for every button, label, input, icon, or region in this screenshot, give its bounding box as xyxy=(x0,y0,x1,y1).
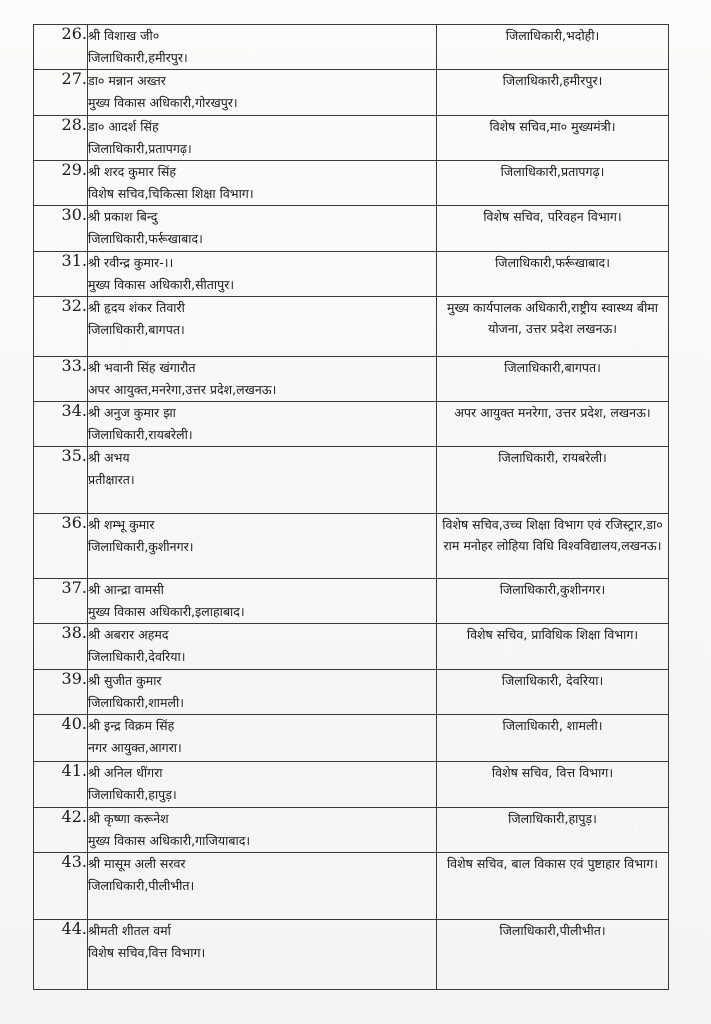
table-row xyxy=(34,116,669,161)
new-posting-cell xyxy=(437,762,669,808)
officer-cell xyxy=(88,252,437,297)
serial-number-cell xyxy=(34,579,88,624)
officer-cell xyxy=(88,853,437,920)
officer-cell xyxy=(88,25,437,70)
new-posting-cell xyxy=(437,715,669,762)
officer-cell xyxy=(88,447,437,514)
new-posting: विशेष सचिव,मा० मुख्यमंत्री। xyxy=(489,119,616,134)
new-posting-cell xyxy=(437,624,669,670)
new-posting-cell xyxy=(437,808,669,853)
transfer-table xyxy=(33,24,669,990)
officer-name: श्री प्रकाश बिन्दु xyxy=(88,209,158,224)
current-posting: जिलाधिकारी,देवरिया। xyxy=(88,649,186,664)
current-posting: जिलाधिकारी,पीलीभीत। xyxy=(88,878,195,893)
table-row xyxy=(34,670,669,715)
current-posting: मुख्य विकास अधिकारी,गाजियाबाद। xyxy=(88,833,251,848)
current-posting: जिलाधिकारी,हमीरपुर। xyxy=(88,50,188,65)
serial-number-cell xyxy=(34,808,88,853)
serial-number-cell xyxy=(34,25,88,70)
current-posting: जिलाधिकारी,शामली। xyxy=(88,695,184,710)
serial-number: 32 . xyxy=(62,297,87,316)
officer-name: श्री रवीन्द्र कुमार-।। xyxy=(88,255,174,270)
new-posting-cell xyxy=(437,514,669,579)
current-posting: जिलाधिकारी,रायबरेली। xyxy=(88,427,193,442)
table-row xyxy=(34,161,669,206)
new-posting: जिलाधिकारी,प्रतापगढ़। xyxy=(500,164,605,179)
serial-number-cell xyxy=(34,853,88,920)
serial-number-cell xyxy=(34,70,88,116)
serial-number: 34 . xyxy=(62,402,87,421)
new-posting-cell xyxy=(437,116,669,161)
serial-number: 27 . xyxy=(62,70,87,89)
officer-cell xyxy=(88,624,437,670)
serial-number: 29 . xyxy=(62,161,87,180)
new-posting-cell xyxy=(437,25,669,70)
serial-number: 40 . xyxy=(62,715,87,734)
current-posting: जिलाधिकारी,बागपत। xyxy=(88,322,185,337)
officer-name: श्री आन्द्रा वामसी xyxy=(88,582,164,597)
table-row xyxy=(34,25,669,70)
new-posting-cell xyxy=(437,447,669,514)
new-posting: जिलाधिकारी,पीलीभीत। xyxy=(499,923,606,938)
new-posting: जिलाधिकारी, देवरिया। xyxy=(501,673,604,688)
new-posting-cell xyxy=(437,670,669,715)
serial-number-cell xyxy=(34,762,88,808)
new-posting-cell xyxy=(437,920,669,990)
serial-number: 35 . xyxy=(62,447,87,466)
officer-cell xyxy=(88,116,437,161)
new-posting: जिलाधिकारी, रायबरेली। xyxy=(498,450,607,465)
new-posting: जिलाधिकारी,कुशीनगर। xyxy=(499,582,606,597)
serial-number: 42 . xyxy=(62,808,87,827)
table-row xyxy=(34,715,669,762)
current-posting: जिलाधिकारी,फर्रूखाबाद। xyxy=(88,231,203,246)
officer-name: श्री सुजीत कुमार xyxy=(88,673,162,688)
serial-number-cell xyxy=(34,920,88,990)
new-posting: जिलाधिकारी,हापुड़। xyxy=(508,811,597,826)
new-posting: जिलाधिकारी,फर्रूखाबाद। xyxy=(495,255,610,270)
new-posting-cell xyxy=(437,297,669,357)
new-posting: विशेष सचिव, बाल विकास एवं पुष्टाहार विभाग। xyxy=(446,856,659,871)
table-row xyxy=(34,402,669,447)
table-row xyxy=(34,624,669,670)
current-posting: प्रतीक्षारत। xyxy=(88,472,135,487)
serial-number: 37 . xyxy=(62,579,87,598)
officer-name: श्री हृदय शंकर तिवारी xyxy=(88,300,185,315)
officer-name: श्री इन्द्र विक्रम सिंह xyxy=(88,718,175,733)
serial-number-cell xyxy=(34,670,88,715)
officer-name: श्री अभय xyxy=(88,450,130,465)
current-posting: विशेष सचिव,वित्त विभाग। xyxy=(88,945,206,960)
officer-name: श्री विशाख जी० xyxy=(88,28,160,43)
officer-name: श्री अनिल धींगरा xyxy=(88,765,163,780)
new-posting-cell xyxy=(437,252,669,297)
serial-number: 33 . xyxy=(62,357,87,376)
table-row xyxy=(34,297,669,357)
table-row xyxy=(34,357,669,402)
officer-cell xyxy=(88,514,437,579)
new-posting-cell xyxy=(437,853,669,920)
table-row xyxy=(34,853,669,920)
officer-name: श्री शरद कुमार सिंह xyxy=(88,164,177,179)
officer-name: डा० मन्नान अख्तर xyxy=(88,73,166,88)
officer-name: श्री मासूम अली सरवर xyxy=(88,856,186,871)
officer-cell xyxy=(88,402,437,447)
new-posting-cell xyxy=(437,357,669,402)
serial-number-cell xyxy=(34,514,88,579)
officer-name: श्री भवानी सिंह खंगारौत xyxy=(88,360,196,375)
new-posting: विशेष सचिव, परिवहन विभाग। xyxy=(483,209,622,224)
officer-name: श्री शम्भू कुमार xyxy=(88,517,155,532)
serial-number-cell xyxy=(34,402,88,447)
new-posting-cell xyxy=(437,161,669,206)
current-posting: मुख्य विकास अधिकारी,इलाहाबाद। xyxy=(88,604,245,619)
current-posting: विशेष सचिव,चिकित्सा शिक्षा विभाग। xyxy=(88,186,254,201)
serial-number-cell xyxy=(34,161,88,206)
current-posting: जिलाधिकारी,प्रतापगढ़। xyxy=(88,141,192,156)
new-posting-cell xyxy=(437,206,669,252)
current-posting: जिलाधिकारी,कुशीनगर। xyxy=(88,539,194,554)
serial-number: 36 . xyxy=(62,514,87,533)
officer-cell xyxy=(88,357,437,402)
table-row xyxy=(34,447,669,514)
table-row xyxy=(34,514,669,579)
serial-number: 39 . xyxy=(62,670,87,689)
serial-number-cell xyxy=(34,357,88,402)
table-row xyxy=(34,206,669,252)
officer-name: श्री अबरार अहमद xyxy=(88,627,169,642)
officer-name: डा० आदर्श सिंह xyxy=(88,119,159,134)
serial-number: 38 . xyxy=(62,624,87,643)
officer-cell xyxy=(88,161,437,206)
officer-cell xyxy=(88,579,437,624)
officer-cell xyxy=(88,70,437,116)
serial-number: 44 . xyxy=(62,920,87,939)
serial-number-cell xyxy=(34,297,88,357)
current-posting: मुख्य विकास अधिकारी,सीतापुर। xyxy=(88,277,235,292)
serial-number: 43 . xyxy=(62,853,87,872)
officer-cell xyxy=(88,920,437,990)
serial-number: 31 . xyxy=(62,252,87,271)
new-posting-cell xyxy=(437,579,669,624)
table-row xyxy=(34,252,669,297)
table-row xyxy=(34,70,669,116)
officer-cell xyxy=(88,762,437,808)
table-row xyxy=(34,579,669,624)
table-row xyxy=(34,920,669,990)
serial-number: 41 . xyxy=(62,762,87,781)
current-posting: नगर आयुक्त,आगरा। xyxy=(88,740,182,755)
new-posting-cell xyxy=(437,402,669,447)
serial-number: 26 . xyxy=(62,25,87,44)
serial-number-cell xyxy=(34,447,88,514)
officer-name: श्री अनुज कुमार झा xyxy=(88,405,176,420)
new-posting-cell xyxy=(437,70,669,116)
current-posting: अपर आयुक्त,मनरेगा,उत्तर प्रदेश,लखनऊ। xyxy=(88,382,277,397)
serial-number: 28 . xyxy=(62,116,87,135)
new-posting: जिलाधिकारी,हमीरपुर। xyxy=(502,73,603,88)
officer-cell xyxy=(88,297,437,357)
serial-number: 30 . xyxy=(62,206,87,225)
new-posting: जिलाधिकारी, शामली। xyxy=(502,718,603,733)
officer-cell xyxy=(88,808,437,853)
serial-number-cell xyxy=(34,624,88,670)
officer-cell xyxy=(88,670,437,715)
table-row xyxy=(34,762,669,808)
new-posting: जिलाधिकारी,बागपत। xyxy=(504,360,601,375)
serial-number-cell xyxy=(34,715,88,762)
table-row xyxy=(34,808,669,853)
officer-name: श्रीमती शीतल वर्मा xyxy=(88,923,171,938)
officer-cell xyxy=(88,206,437,252)
new-posting: मुख्य कार्यपालक अधिकारी,राष्ट्रीय स्वास्थ्य बीमा योजना, उत्तर प्रदेश लखनऊ। xyxy=(446,300,659,336)
new-posting: जिलाधिकारी,भदोही। xyxy=(505,28,600,43)
current-posting: मुख्य विकास अधिकारी,गोरखपुर। xyxy=(88,95,238,110)
table-body xyxy=(34,25,669,990)
new-posting: विशेष सचिव, वित्त विभाग। xyxy=(491,765,614,780)
current-posting: जिलाधिकारी,हापुड़। xyxy=(88,787,177,802)
new-posting: अपर आयुक्त मनरेगा, उत्तर प्रदेश, लखनऊ। xyxy=(454,405,651,420)
new-posting: विशेष सचिव, प्राविधिक शिक्षा विभाग। xyxy=(466,627,639,642)
serial-number-cell xyxy=(34,252,88,297)
serial-number-cell xyxy=(34,206,88,252)
officer-name: श्री कृष्णा करूनेश xyxy=(88,811,169,826)
new-posting: विशेष सचिव,उच्च शिक्षा विभाग एवं रजिस्ट्रार,डा० राम मनोहर लोहिया विधि विश्वविद्यालय,लखनऊ। xyxy=(442,517,663,553)
serial-number-cell xyxy=(34,116,88,161)
officer-cell xyxy=(88,715,437,762)
